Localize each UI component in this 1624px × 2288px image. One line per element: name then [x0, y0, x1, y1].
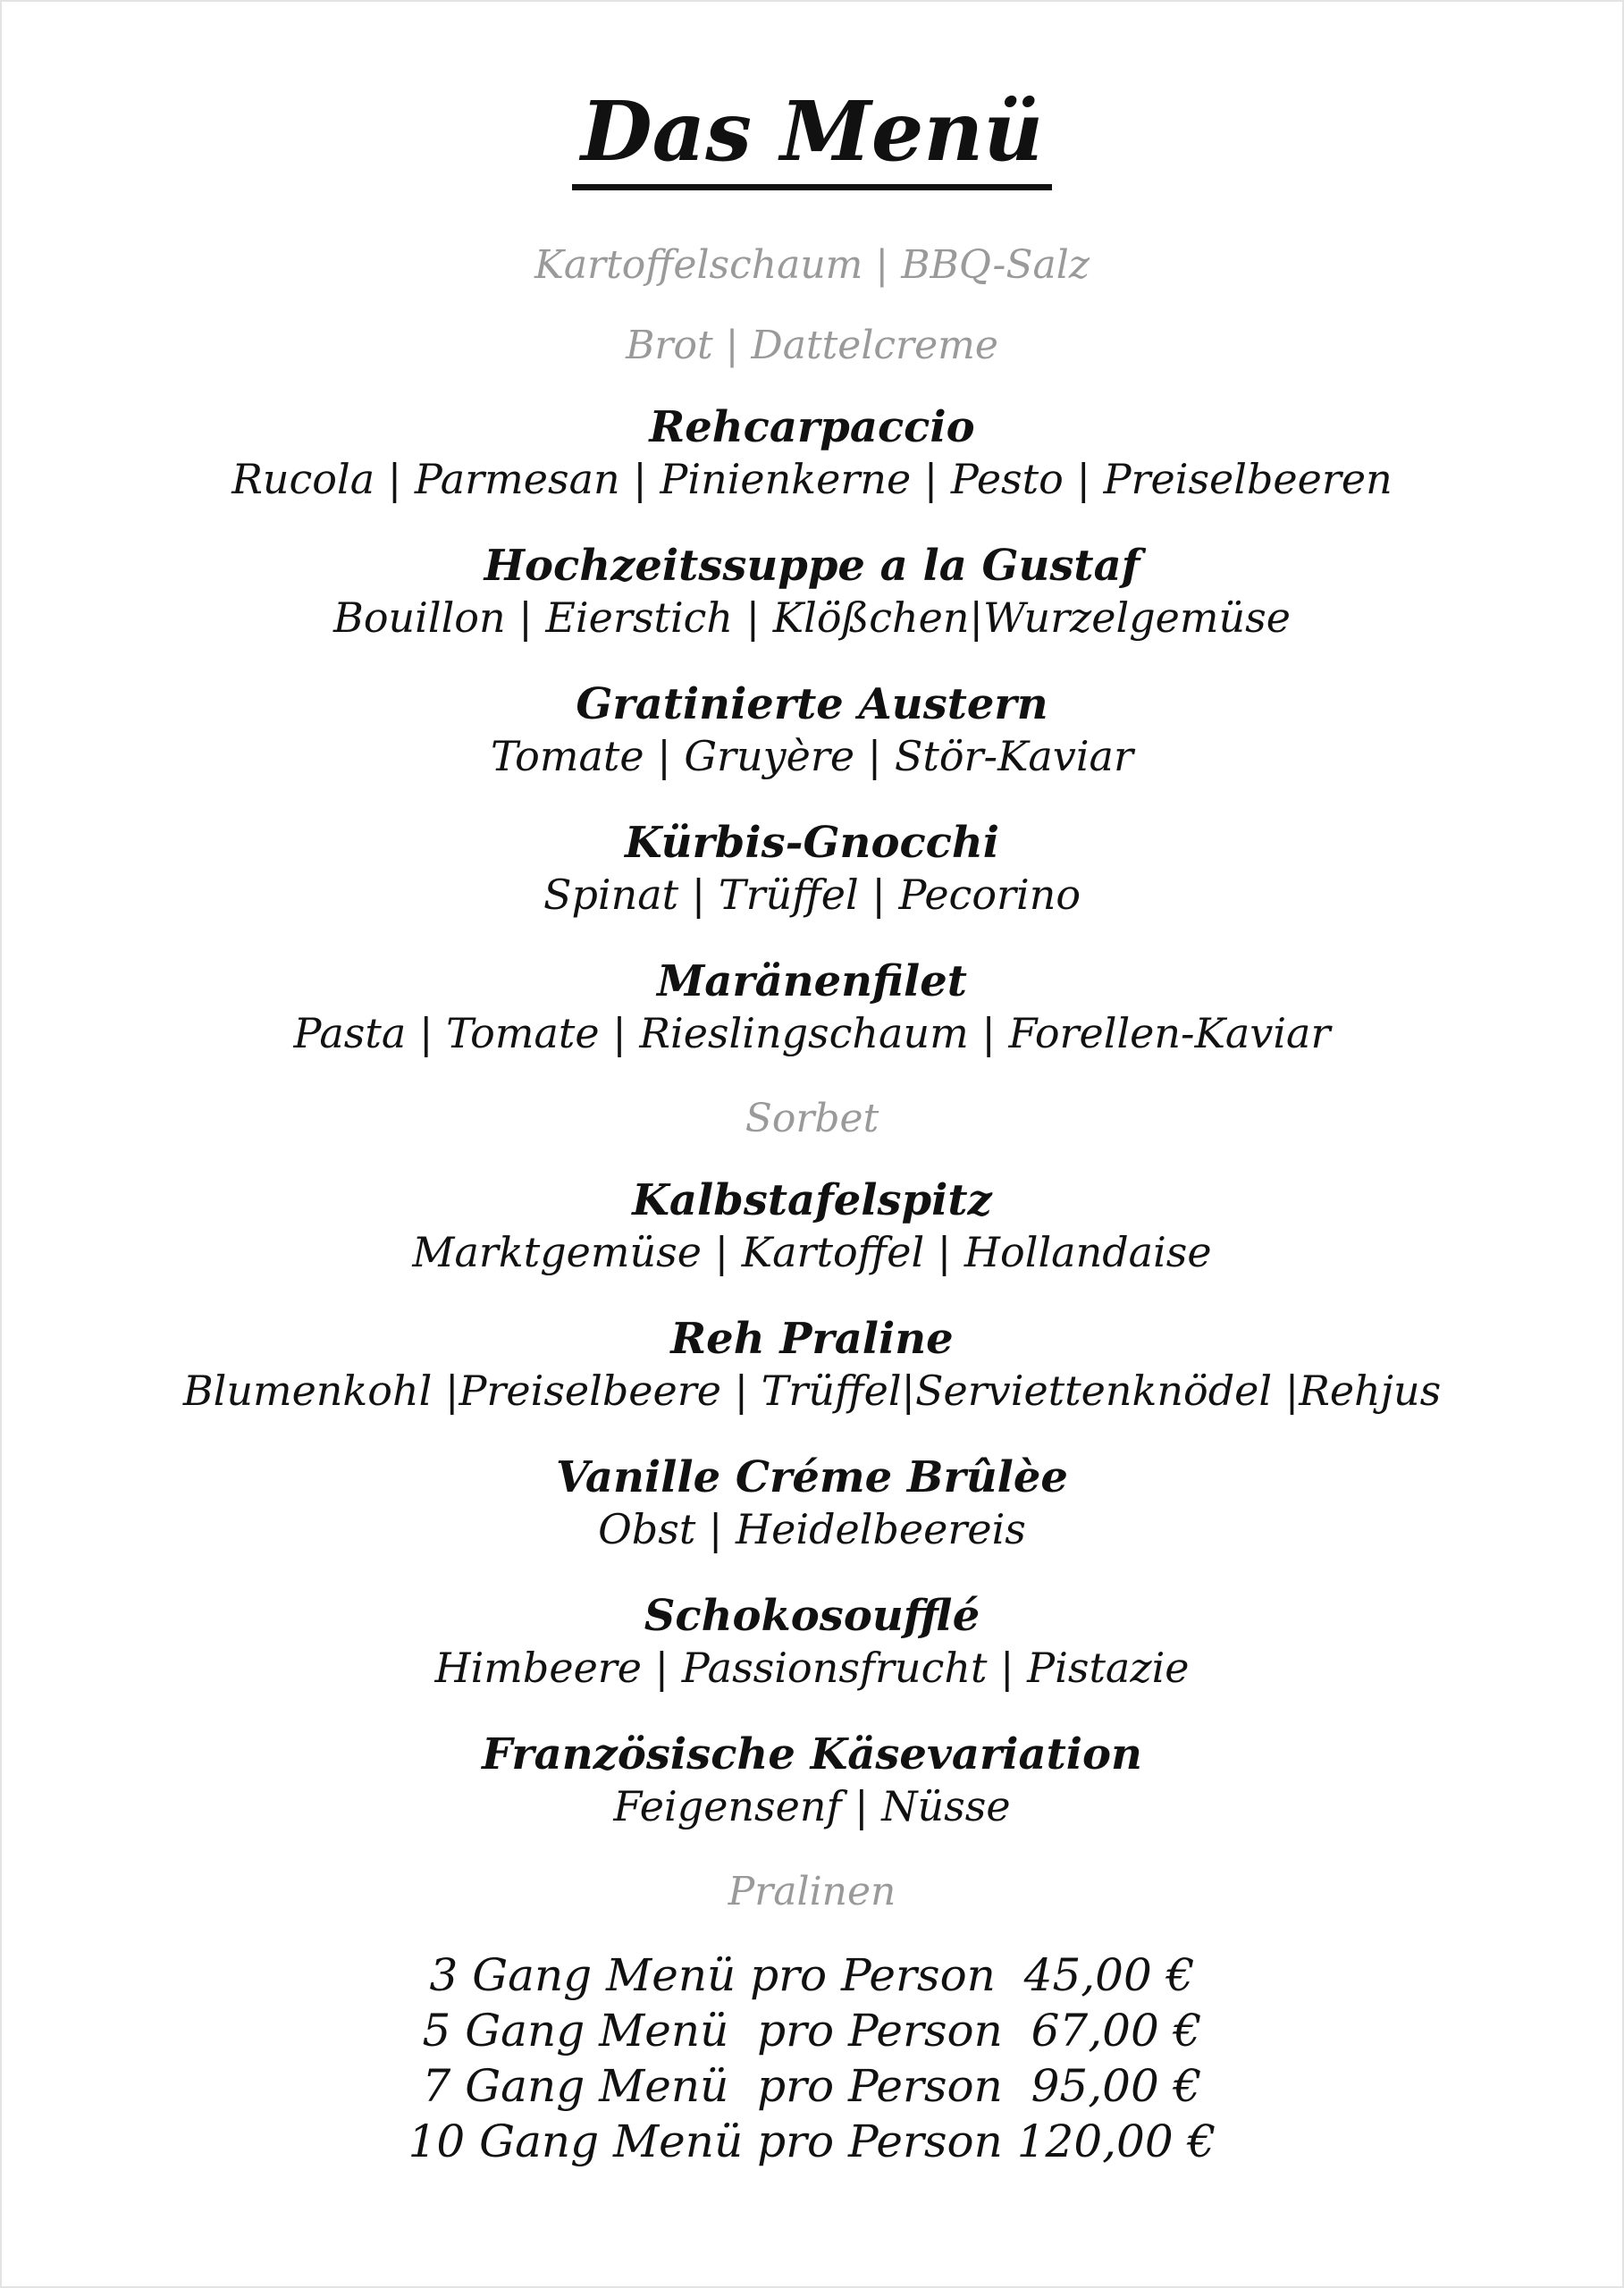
course-reh-praline: [2, 1313, 1622, 1417]
course-gratinierte-austern: [2, 678, 1622, 782]
course-name: Französische Käsevariation: [482, 1729, 1142, 1780]
course-maraenenfilet: [2, 955, 1622, 1059]
price-line-7-gang: 7 Gang Menü pro Person 95,00 €: [422, 2060, 1202, 2113]
course-name: Kalbstafelspitz: [632, 1175, 992, 1226]
course-vanille-creme-brulee: [2, 1451, 1622, 1555]
interlude-pralinen: Pralinen: [728, 1869, 896, 1915]
price-line-5-gang: 5 Gang Menü pro Person 67,00 €: [422, 2005, 1202, 2057]
course-ingredients: Blumenkohl |Preiselbeere | Trüffel|Serviettenknödel |Rehjus: [182, 1367, 1442, 1416]
course-ingredients: Obst | Heidelbeereis: [598, 1505, 1026, 1554]
course-name: Schokosoufflé: [644, 1591, 980, 1642]
course-name: Vanille Créme Brûlèe: [556, 1452, 1068, 1503]
course-rehcarpaccio: [2, 401, 1622, 505]
course-ingredients: Marktgemüse | Kartoffel | Hollandaise: [412, 1228, 1212, 1277]
course-kuerbis-gnocchi: [2, 817, 1622, 921]
course-kalbstafelspitz: [2, 1174, 1622, 1278]
menu-title: Das Menü: [572, 87, 1052, 190]
course-ingredients: Feigensenf | Nüsse: [613, 1782, 1011, 1831]
course-schokosouffle: [2, 1590, 1622, 1694]
course-ingredients: Bouillon | Eierstich | Klößchen|Wurzelgemüse: [333, 593, 1291, 643]
interlude-sorbet: Sorbet: [745, 1096, 879, 1142]
interlude-kartoffelschaum: Kartoffelschaum | BBQ-Salz: [534, 242, 1090, 289]
price-list: [2, 1947, 1622, 2169]
course-ingredients: Tomate | Gruyère | Stör-Kaviar: [491, 732, 1133, 781]
interlude-brot: Brot | Dattelcreme: [626, 323, 998, 369]
price-line-3-gang: 3 Gang Menü pro Person 45,00 €: [429, 1949, 1195, 2002]
course-ingredients: Rucola | Parmesan | Pinienkerne | Pesto | Preiselbeeren: [231, 455, 1393, 504]
price-line-10-gang: 10 Gang Menü pro Person 120,00 €: [408, 2116, 1216, 2168]
course-name: Rehcarpaccio: [649, 402, 975, 453]
course-name: Gratinierte Austern: [576, 679, 1048, 730]
course-ingredients: Himbeere | Passionsfrucht | Pistazie: [434, 1644, 1190, 1693]
course-ingredients: Pasta | Tomate | Rieslingschaum | Forellen-Kaviar: [293, 1009, 1331, 1058]
course-name: Kürbis-Gnocchi: [624, 818, 1000, 869]
course-name: Hochzeitssuppe a la Gustaf: [484, 541, 1140, 592]
course-kaesevariation: [2, 1729, 1622, 1832]
course-ingredients: Spinat | Trüffel | Pecorino: [543, 871, 1081, 920]
course-hochzeitssuppe: [2, 540, 1622, 644]
course-name: Reh Praline: [670, 1314, 954, 1365]
course-name: Maränenfilet: [657, 956, 967, 1007]
